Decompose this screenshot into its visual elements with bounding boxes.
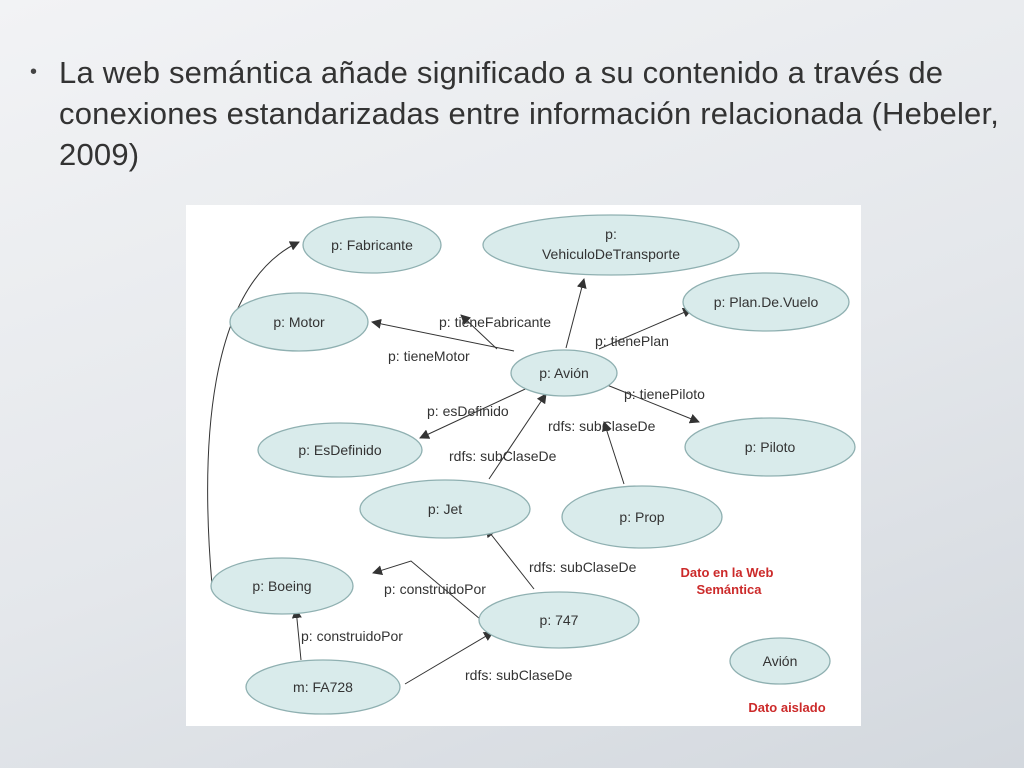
node-plan-de-vuelo — [683, 273, 849, 331]
node-avion — [511, 350, 617, 396]
legend-isolated-data: Dato aislado — [748, 700, 826, 715]
node-fabricante — [303, 217, 441, 273]
edge-label-subclase-fa728: rdfs: subClaseDe — [465, 667, 573, 683]
node-piloto — [685, 418, 855, 476]
node-motor — [230, 293, 368, 351]
semantic-web-diagram — [186, 205, 861, 726]
node-fa728 — [246, 660, 400, 714]
diagram-canvas — [186, 205, 861, 726]
svg-text:p: 747: p: 747 — [539, 612, 579, 628]
bullet-marker: • — [30, 61, 38, 83]
svg-text:p: Boeing: p: Boeing — [252, 578, 312, 594]
edge-label-tiene-fabricante: p: tieneFabricante — [439, 314, 552, 330]
edge-label-es-definido: p: esDefinido — [427, 403, 509, 419]
svg-text:p: Avión: p: Avión — [539, 365, 589, 381]
node-boeing — [211, 558, 353, 614]
legend-semantic-web-line2: Semántica — [696, 582, 762, 597]
edge-label-subclase-747: rdfs: subClaseDe — [529, 559, 637, 575]
edge-label-subclase-jet: rdfs: subClaseDe — [449, 448, 557, 464]
node-prop — [562, 486, 722, 548]
svg-text:p:: p: — [605, 226, 617, 242]
slide-bullet-text: La web semántica añade significado a su contenido a través de conexiones estandarizadas entre información relacionada (Hebeler, 2009) — [59, 55, 1000, 172]
slide-text — [30, 52, 1005, 175]
edge-label-tiene-plan: p: tienePlan — [595, 333, 669, 349]
node-es-definido — [258, 423, 422, 477]
edge-label-construido-por-747: p: construidoPor — [384, 581, 486, 597]
edge-label-subclase-prop: rdfs: subClaseDe — [548, 418, 656, 434]
edge-label-tiene-motor: p: tieneMotor — [388, 348, 470, 364]
svg-text:m: FA728: m: FA728 — [293, 679, 353, 695]
node-747 — [479, 592, 639, 648]
svg-text:p: Piloto: p: Piloto — [744, 439, 796, 455]
legend-semantic-web-line1: Dato en la Web — [680, 565, 774, 580]
svg-text:VehiculoDeTransporte: VehiculoDeTransporte — [541, 246, 681, 262]
edge-label-tiene-piloto: p: tienePiloto — [624, 386, 705, 402]
node-jet — [360, 480, 530, 538]
svg-text:p: Jet: p: Jet — [427, 501, 463, 517]
svg-text:p: Prop: p: Prop — [619, 509, 665, 525]
svg-text:p: Motor: p: Motor — [273, 314, 325, 330]
edge-label-construido-por-fa728: p: construidoPor — [301, 628, 403, 644]
node-avion-isolated — [730, 638, 830, 684]
svg-text:p: Fabricante: p: Fabricante — [331, 237, 413, 253]
svg-text:Avión: Avión — [762, 653, 798, 669]
svg-text:p: Plan.De.Vuelo: p: Plan.De.Vuelo — [713, 294, 819, 310]
node-vehiculo-de-transporte — [483, 215, 739, 275]
svg-text:p: EsDefinido: p: EsDefinido — [298, 442, 382, 458]
